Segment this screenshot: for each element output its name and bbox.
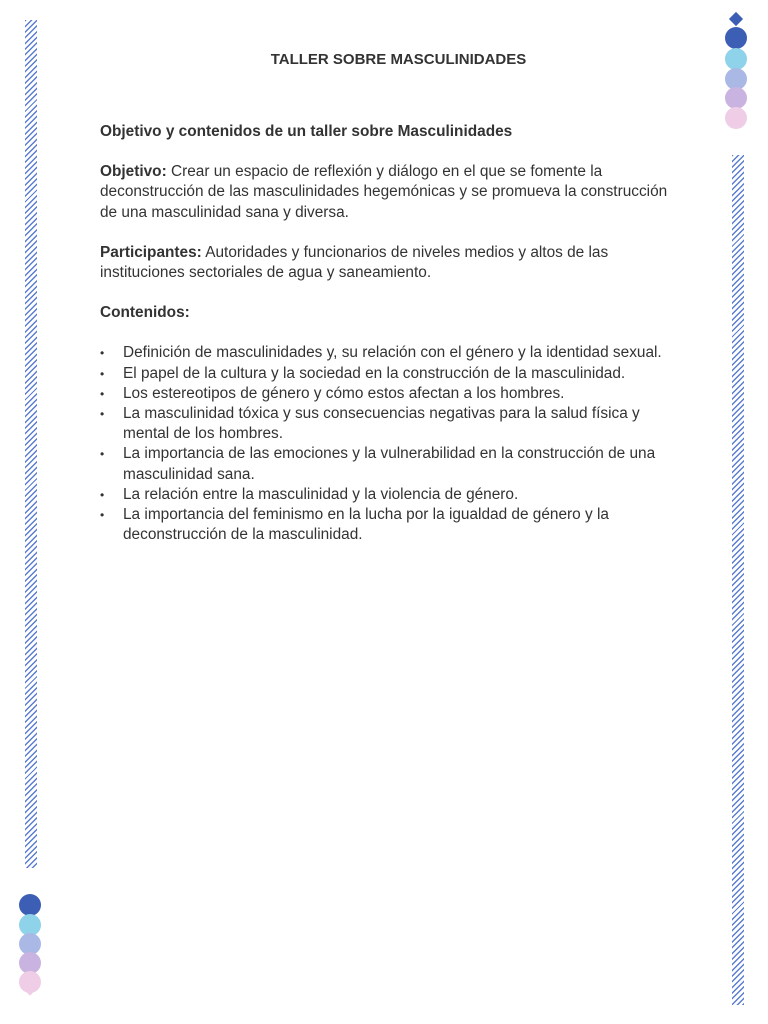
document-title: TALLER SOBRE MASCULINIDADES bbox=[270, 51, 527, 68]
list-item: • Definición de masculinidades y, su relación con el género y la identidad sexual. bbox=[100, 343, 680, 363]
list-item: • La importancia del feminismo en la lucha por la igualdad de género y la deconstrucción de la masculinidad. bbox=[100, 506, 609, 544]
list-item: • El papel de la cultura y la sociedad en la construcción de la masculinidad. bbox=[100, 364, 680, 384]
participants-paragraph bbox=[100, 243, 680, 283]
left-decorative-stripe bbox=[25, 20, 37, 868]
objective-paragraph bbox=[100, 162, 680, 223]
list-item: • La masculinidad tóxica y sus consecuencias negativas para la salud física y mental de los hombres. bbox=[100, 405, 640, 443]
right-decorative-stripe bbox=[732, 155, 744, 1005]
bullet-icon: • bbox=[100, 487, 105, 502]
contents-label: Contenidos: bbox=[100, 304, 190, 322]
bullet-icon: • bbox=[100, 407, 105, 422]
objective-label: Objetivo: bbox=[100, 163, 167, 181]
list-item: • Los estereotipos de género y cómo estos afectan a los hombres. bbox=[100, 384, 680, 404]
list-item: • La importancia de las emociones y la vulnerabilidad en la construcción de una masculinidad sana. bbox=[100, 445, 656, 483]
objective-text: Crear un espacio de reflexión y diálogo en el que se fomente la deconstrucción de las masculinidades hegemónicas y se promueva la construcción de una masculinidad sana y diversa. bbox=[100, 163, 668, 221]
drop-tip-top bbox=[729, 12, 743, 26]
dot-1 bbox=[19, 894, 41, 916]
bullet-icon: • bbox=[100, 366, 105, 381]
document-body bbox=[100, 122, 680, 545]
bullet-icon: • bbox=[100, 346, 105, 361]
dot-1 bbox=[725, 27, 747, 49]
dot-5 bbox=[725, 107, 747, 129]
list-item: • La relación entre la masculinidad y la violencia de género. bbox=[100, 485, 680, 505]
contents-list bbox=[100, 343, 680, 545]
bullet-icon: • bbox=[100, 386, 105, 401]
bullet-icon: • bbox=[100, 508, 105, 523]
participants-text: Autoridades y funcionarios de niveles medios y altos de las instituciones sectoriales de agua y saneamiento. bbox=[100, 243, 609, 282]
section-heading: Objetivo y contenidos de un taller sobre Masculinidades bbox=[100, 123, 513, 140]
dot-4 bbox=[725, 87, 747, 109]
bullet-icon: • bbox=[100, 447, 105, 462]
participants-label: Participantes: bbox=[100, 243, 202, 261]
